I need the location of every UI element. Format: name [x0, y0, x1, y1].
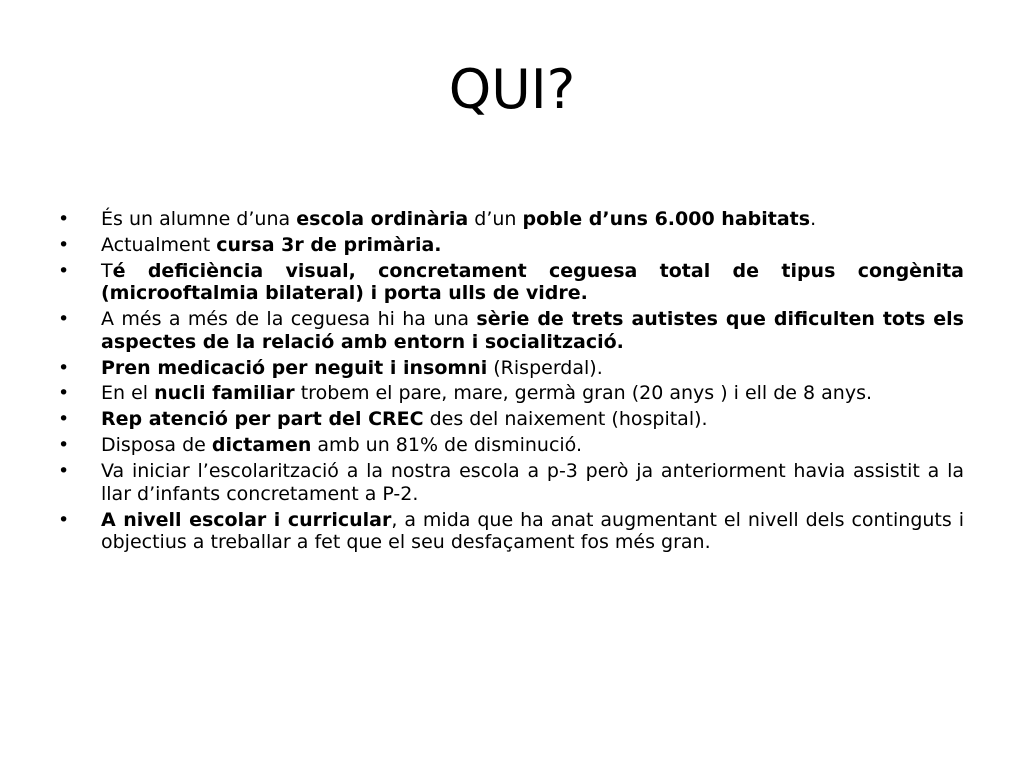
bullet-marker: • [58, 233, 70, 256]
bullet-text-bold: nucli familiar [154, 382, 295, 405]
bullet-text: En el [101, 382, 155, 405]
bullet-marker: • [58, 508, 70, 531]
bullet-text: Disposa de [101, 434, 212, 457]
bullet-text-bold: é deficiència visual, concretament ceguesa total de tipus congènita (microoftalmia bilateral) i porta ulls de vidre. [101, 259, 964, 305]
bullet-marker: • [58, 460, 70, 483]
bullet-text-bold: sèrie de trets autistes que dificulten tots els aspectes de la relació amb entorn i socialització. [101, 308, 964, 353]
bullet-marker: • [58, 356, 70, 379]
bullet-text: A més a més de la ceguesa hi ha una [101, 308, 477, 331]
bullet-list [58, 208, 964, 557]
bullet-text: amb un 81% de disminució. [311, 434, 583, 457]
bullet-text: És un alumne d’una [101, 208, 297, 230]
bullet-item [58, 357, 964, 380]
bullet-text-bold: A nivell escolar i curricular [101, 508, 392, 531]
bullet-item [58, 509, 964, 554]
bullet-item [58, 382, 964, 405]
bullet-item [58, 408, 964, 431]
bullet-marker: • [58, 408, 70, 431]
bullet-item [58, 234, 964, 257]
bullet-text-bold: Pren medicació per neguit i insomni [101, 356, 488, 379]
bullet-text-bold: escola ordinària [296, 208, 469, 230]
bullet-text: T [101, 259, 113, 282]
bullet-text-bold: cursa 3r de primària. [216, 233, 442, 256]
bullet-text-bold: poble d’uns 6.000 habitats [522, 208, 811, 230]
bullet-text: trobem el pare, mare, germà gran (20 anys ) i ell de 8 anys. [294, 382, 873, 405]
bullet-marker: • [58, 308, 70, 331]
bullet-item [58, 434, 964, 457]
bullet-text: Va iniciar l’escolarització a la nostra escola a p-3 però ja anteriorment havia assistit a la llar d’infants concretament a P-2. [101, 460, 964, 505]
bullet-marker: • [58, 259, 70, 282]
bullet-item [58, 260, 964, 305]
bullet-item [58, 208, 964, 231]
bullet-text-bold: dictamen [211, 434, 312, 457]
bullet-text: (Risperdal). [487, 356, 603, 379]
bullet-text: des del naixement (hospital). [423, 408, 708, 431]
bullet-marker: • [58, 382, 70, 405]
bullet-text-bold: Rep atenció per part del CREC [101, 408, 424, 431]
bullet-text: . [810, 208, 817, 230]
bullet-marker: • [58, 208, 70, 230]
bullet-text: Actualment [101, 233, 217, 256]
bullet-item [58, 460, 964, 505]
bullet-marker: • [58, 434, 70, 457]
bullet-text: , a mida que ha anat augmentant el nivell dels continguts i objectius a treballar a fet que el seu desfaçament fos més gran. [101, 508, 964, 554]
slide-title: QUI? [448, 58, 576, 121]
bullet-item [58, 308, 964, 353]
bullet-text: d’un [468, 208, 523, 230]
